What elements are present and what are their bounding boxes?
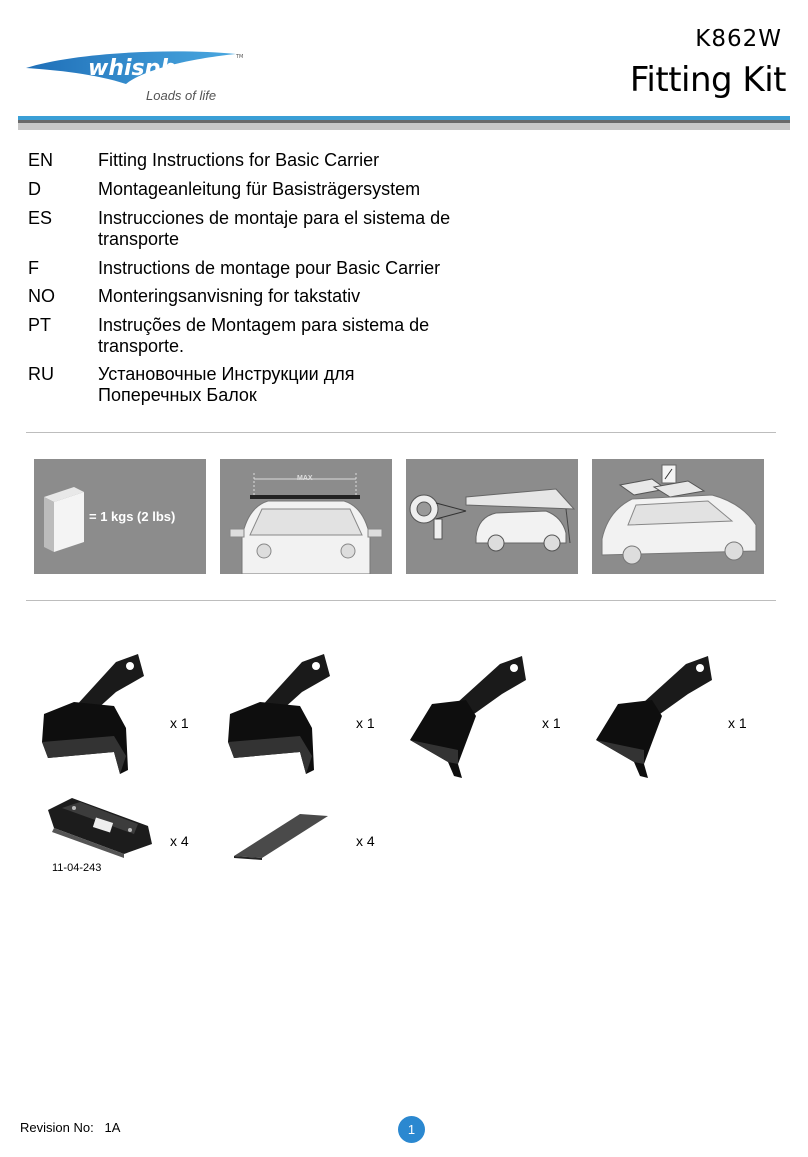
header-bar — [18, 116, 790, 132]
revision-value: 1A — [104, 1120, 121, 1135]
foot-pad-qty: x 4 — [170, 833, 189, 849]
fit-bracket-icon — [590, 652, 720, 782]
lang-code: RU — [28, 364, 54, 384]
divider — [26, 432, 776, 433]
max-label: MAX — [297, 475, 313, 482]
lang-code: F — [28, 258, 39, 278]
page-title: Fitting Kit — [629, 60, 786, 100]
lang-code: ES — [28, 208, 53, 228]
fit-bracket-icon — [220, 652, 350, 782]
svg-text:TM: TM — [236, 54, 244, 60]
bracket-qty: x 1 — [728, 715, 747, 731]
lang-text: Monteringsanvisning for takstativ — [98, 286, 361, 306]
fit-bracket-icon — [34, 652, 164, 782]
max-width-pictogram — [220, 459, 392, 574]
brand-tagline: Loads of life — [146, 88, 217, 103]
brand-wordmark: whispbar — [88, 56, 202, 81]
lang-text: Fitting Instructions for Basic Carrier — [98, 150, 380, 170]
strap-load-pictogram — [406, 459, 578, 574]
revision-label: Revision No: — [20, 1120, 94, 1135]
lang-text: Установочные Инструкции для Поперечных Балок — [98, 364, 355, 405]
lang-code: D — [28, 179, 41, 199]
bracket-qty: x 1 — [356, 715, 375, 731]
lang-code: EN — [28, 150, 54, 170]
rubber-pad-icon — [230, 812, 330, 862]
bracket-qty: x 1 — [542, 715, 561, 731]
fit-bracket-icon — [404, 652, 534, 782]
lang-text: Instructions de montage pour Basic Carrier — [98, 258, 441, 278]
weight-label: = 1 kgs (2 lbs) — [89, 509, 176, 524]
roof-load-pictogram — [592, 459, 764, 574]
product-code: K862W — [695, 26, 782, 52]
page-number: 1 — [398, 1116, 425, 1143]
divider — [26, 600, 776, 601]
lang-text: Montageanleitung für Basisträgersystem — [98, 179, 421, 199]
rubber-pad-qty: x 4 — [356, 833, 375, 849]
part-code: 11-04-243 — [52, 862, 102, 874]
bracket-qty: x 1 — [170, 715, 189, 731]
lang-text: Instrucciones de montaje para el sistema de transporte — [98, 208, 451, 249]
revision-number — [20, 1120, 120, 1135]
lang-code: NO — [28, 286, 55, 306]
lang-text: Instruções de Montagem para sistema de transporte. — [98, 315, 430, 356]
lang-code: PT — [28, 315, 52, 335]
whispbar-logo — [26, 44, 256, 110]
foot-pad-icon — [44, 792, 160, 858]
weight-pictogram — [34, 459, 206, 574]
